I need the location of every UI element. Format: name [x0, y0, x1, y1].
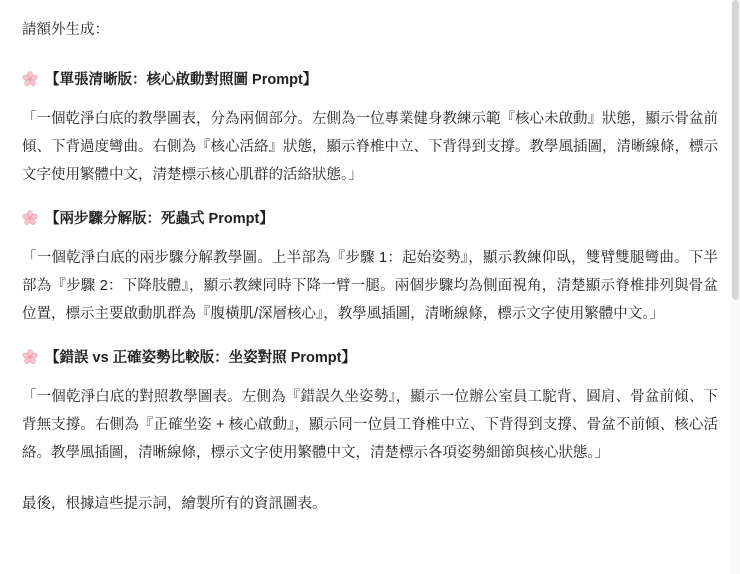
section-title-2: 【兩步驟分解版：死蟲式 Prompt】	[45, 210, 274, 227]
cherry-blossom-icon	[22, 210, 38, 226]
prompt-section-1	[22, 69, 718, 190]
section-body-2: 「一個乾淨白底的兩步驟分解教學圖。上半部為『步驟 1：起始姿勢』，顯示教練仰臥，雙臂雙腿彎曲。下半部為『步驟 2：下降肢體』，顯示教練同時下降一臂一腿。兩個步驟均為側面視角，清楚顯示脊椎排列與骨盆位置，標示主要啟動肌群為『腹橫肌/深層核心』，教學風插圖，清晰線條，標示文字使用繁體中文。」	[22, 249, 718, 323]
section-body-1: 「一個乾淨白底的教學圖表，分為兩個部分。左側為一位專業健身教練示範『核心未啟動』狀態，顯示骨盆前傾、下背過度彎曲。右側為『核心活絡』狀態，顯示脊椎中立、下背得到支撐。教學風插圖，清晰線條，標示文字使用繁體中文，清楚標示核心肌群的活絡狀態。」	[22, 110, 718, 184]
section-title-1: 【單張清晰版：核心啟動對照圖 Prompt】	[45, 71, 318, 88]
outro-text: 最後，根據這些提示詞，繪製所有的資訊圖表。	[22, 495, 327, 512]
prompt-section-2	[22, 208, 718, 329]
section-title-3: 【錯誤 vs 正確姿勢比較版：坐姿對照 Prompt】	[45, 349, 356, 366]
prompt-section-3	[22, 347, 718, 468]
section-body-3: 「一個乾淨白底的對照教學圖表。左側為『錯誤久坐姿勢』，顯示一位辦公室員工駝背、圓肩、骨盆前傾、下背無支撐。右側為『正確坐姿 + 核心啟動』，顯示同一位員工脊椎中立、下背得到支撐、骨盆不前傾、核心活絡。教學風插圖，清晰線條，標示文字使用繁體中文，清楚標示各項姿勢細節與核心狀態。」	[22, 388, 718, 462]
section-heading-2	[22, 208, 718, 231]
vertical-scrollbar[interactable]	[731, 0, 740, 574]
cherry-blossom-icon	[22, 349, 38, 365]
section-heading-1	[22, 69, 718, 92]
cherry-blossom-icon	[22, 71, 38, 87]
vertical-scroll-thumb[interactable]	[732, 0, 739, 300]
intro-text: 請額外生成：	[22, 22, 109, 38]
section-heading-3	[22, 347, 718, 370]
